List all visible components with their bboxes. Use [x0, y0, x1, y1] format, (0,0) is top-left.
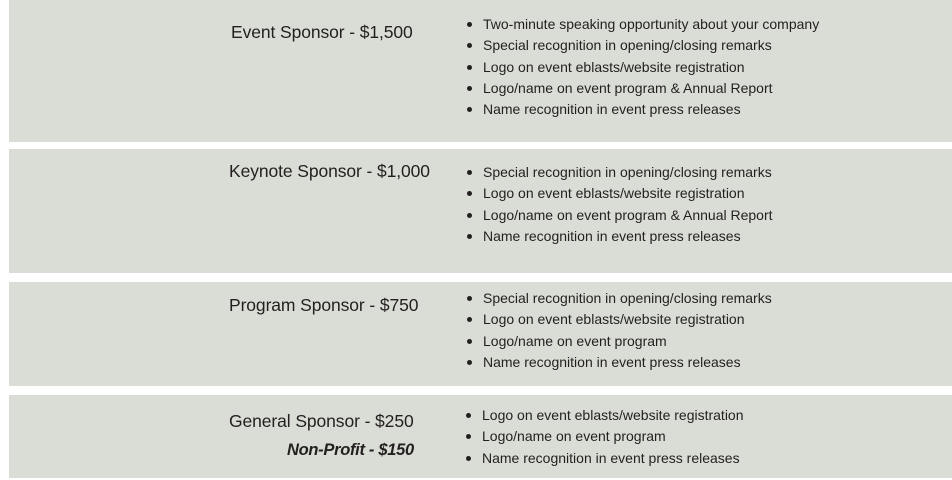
benefit-text: Logo/name on event program — [482, 428, 666, 445]
benefit-text: Logo/name on event program & Annual Report — [483, 79, 773, 96]
benefit-text: Logo on event eblasts/website registration — [482, 407, 744, 423]
tier-title: Event Sponsor - $1,500 — [231, 22, 413, 42]
benefit-item — [466, 448, 744, 469]
benefit-text: Logo on event eblasts/website registration — [483, 185, 745, 202]
bullet-icon — [467, 360, 472, 365]
bullet-icon — [466, 434, 471, 439]
bullet-icon — [467, 43, 472, 48]
benefit-list — [466, 405, 744, 469]
benefit-list — [467, 14, 819, 120]
bullet-icon — [467, 317, 472, 322]
benefit-text: Logo on event eblasts/website registration — [483, 311, 745, 328]
benefit-text: Name recognition in event press releases — [483, 101, 741, 118]
bullet-icon — [467, 234, 472, 239]
sponsor-tier-event — [9, 0, 952, 142]
benefit-item — [467, 162, 773, 183]
benefit-item — [467, 183, 773, 204]
bullet-icon — [467, 65, 472, 70]
benefit-item — [467, 205, 773, 226]
benefit-item — [467, 78, 819, 99]
benefit-item — [467, 352, 772, 373]
bullet-icon — [467, 213, 472, 218]
benefit-text: Name recognition in event press releases — [483, 353, 741, 370]
benefit-item — [467, 35, 819, 56]
benefit-text: Special recognition in opening/closing remarks — [483, 37, 772, 54]
benefit-text: Logo on event eblasts/website registration — [483, 58, 745, 75]
bullet-icon — [467, 22, 472, 27]
sponsor-tier-keynote — [9, 149, 952, 273]
benefit-text: Name recognition in event press releases — [482, 449, 740, 466]
benefit-text: Special recognition in opening/closing remarks — [483, 290, 772, 306]
bullet-icon — [467, 296, 472, 301]
benefit-text: Name recognition in event press releases — [483, 227, 741, 244]
bullet-icon — [467, 191, 472, 196]
bullet-icon — [467, 170, 472, 175]
tier-title: General Sponsor - $250 — [229, 411, 414, 431]
tier-title: Keynote Sponsor - $1,000 — [229, 161, 430, 181]
benefit-item — [466, 405, 744, 426]
benefit-text: Two-minute speaking opportunity about your company — [483, 16, 820, 32]
benefit-item — [467, 331, 772, 352]
benefit-item — [467, 57, 819, 78]
bullet-icon — [467, 86, 472, 91]
bullet-icon — [466, 413, 471, 418]
benefit-text: Logo/name on event program — [483, 332, 667, 349]
nonprofit-price: Non-Profit - $150 — [287, 441, 414, 459]
tier-title: Program Sponsor - $750 — [229, 295, 419, 315]
bullet-icon — [467, 107, 472, 112]
benefit-item — [467, 288, 772, 309]
benefit-text: Special recognition in opening/closing remarks — [483, 164, 772, 180]
benefit-item — [466, 426, 744, 447]
bullet-icon — [467, 339, 472, 344]
benefit-item — [467, 99, 819, 120]
benefit-list — [467, 162, 773, 247]
sponsor-tier-program — [9, 282, 952, 386]
benefit-list — [467, 288, 772, 373]
sponsor-tier-general — [9, 395, 952, 478]
bullet-icon — [466, 456, 471, 461]
benefit-item — [467, 14, 819, 35]
benefit-item — [467, 309, 772, 330]
benefit-item — [467, 226, 773, 247]
benefit-text: Logo/name on event program & Annual Report — [483, 206, 773, 223]
